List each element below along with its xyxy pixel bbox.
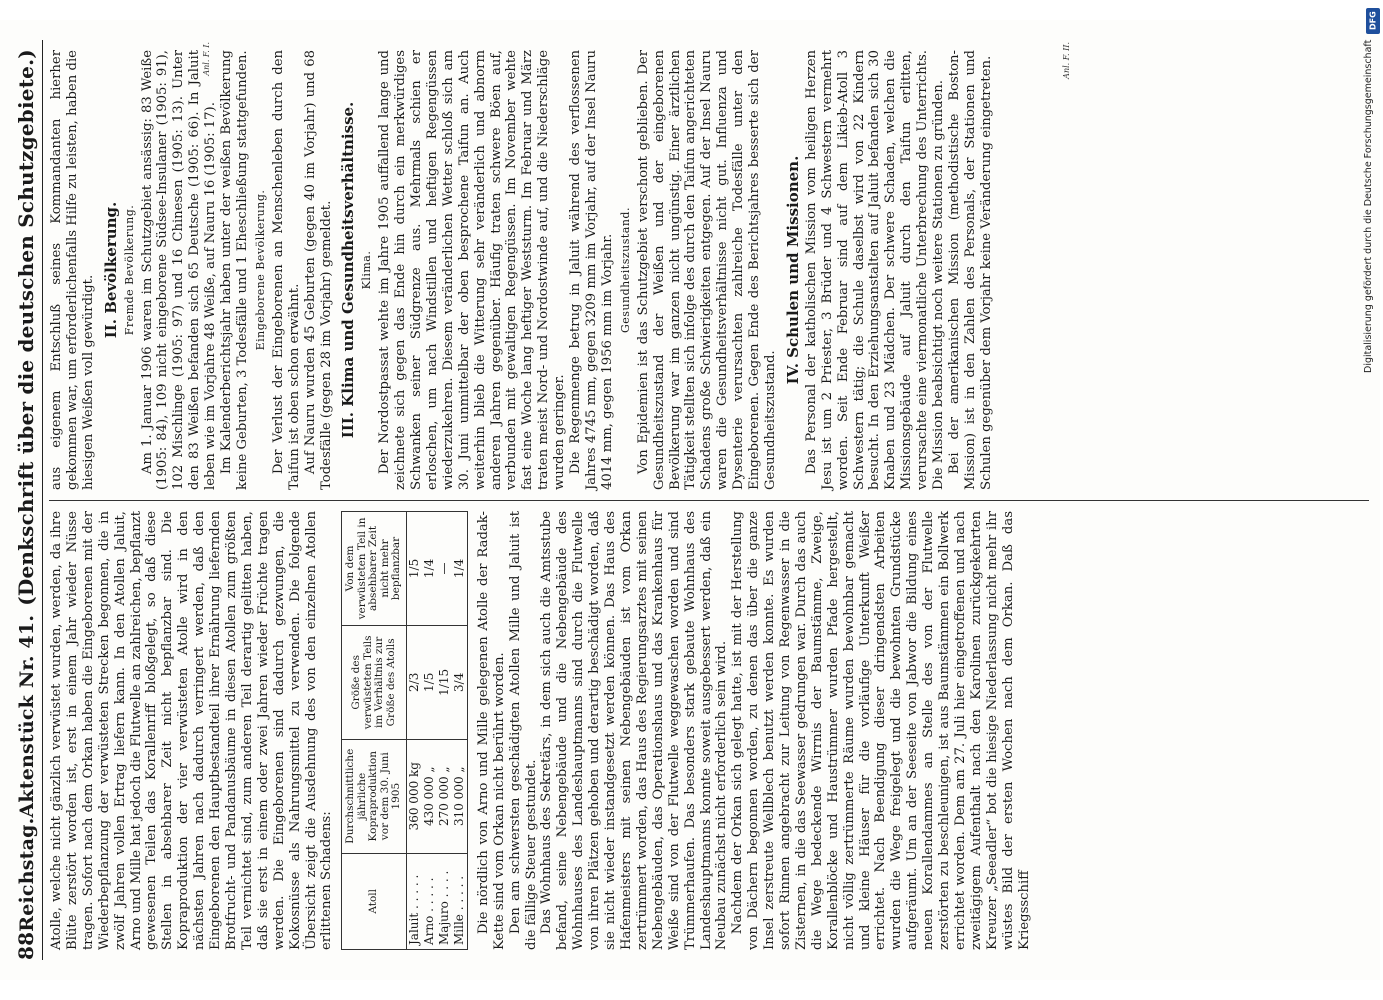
header-reichstag: Reichstag. (16, 817, 38, 932)
paragraph: Der Verlust der Eingeborenen an Menschenleben durch den Taifun ist oben schon erwähnt. (270, 50, 302, 490)
cell-production: 270 000 „ (437, 739, 452, 853)
column-header-production: Durchschnittliche jährliche Kopraproduktion vor dem 30. Juni 1905 (342, 739, 407, 853)
paragraph: Nachdem der Orkan sich gelegt hatte, ist mit der Herstellung von Dächern begonnen worden, zu denen das über die ganze Insel zerstreute Wellblech benutzt werden konnte. Es wurden sofort Rinnen angebracht zur Leitung von Regenwasser in die Zisternen, in die das Seewasser gedrungen war. Durch das auch die Wege bedeckende Wirrnis der Baumstämme, Zweige, Korallenblöcke und Haustrümmer wurden Pfade hergestellt, nicht völlig zertrümmerte Räume wurden bewohnbar gemacht und kleine Häuser für die vorläufige Unterkunft Weißer errichtet. Nach Beendigung dieser dringendsten Arbeiten wurden die Wege freigelegt und die bewohnten Grundstücke aufgeräumt. Um an der Seeseite von Jabwor die Bildung eines neuen Korallendammes an Stelle des von der Flutwelle zerstörten zu beschleunigen, ist aus Baumstämmen ein Bollwerk errichtet worden. Dem am 27. Juli hier eingetroffenen und nach zweitägigem Aufenthalt nach den Karolinen zurückgekehrten Kreuzer „Seeadler“ bot die hiesige Niederlassung nicht mehr ihr wüstes Bild der ersten Wochen nach dem Orkan. Daß das Kriegsschiff (730, 511, 1032, 950)
paragraph: Der Nordostpassat wehte im Jahre 1905 auffallend lange und zeichnete sich gegen das Ende hin durch ein merkwürdiges Schwanken seiner Südgrenze aus. Mehrmals schien er erloschen, um nach Windstillen und heftigen Regengüssen wiederzukehren. Diesem veränderlichen Wetter schloß sich am 30. Juni unmittelbar der oben besprochene Taifun an. Auch weiterhin blieb die Witterung sehr veränderlich und abnorm anderen Jahren gegenüber. Häufig traten schwere Böen auf, verbunden mit gewaltigen Regengüssen. Im November wehte fast eine Woche lang heftiger Weststurm. Im Februar und März traten meist Nord- und Nordostwinde auf, und die Niederschläge wurden geringer. (377, 50, 568, 490)
section-heading: III. Klima und Gesundheitsverhältnisse. (339, 101, 358, 439)
cell-unplantable: 1/5 (406, 512, 422, 626)
column-header-ratio: Größe des verwüsteten Teils im Verhältnis zur Größe des Atolls (342, 625, 407, 739)
cell-atoll: Arno . . . . . (422, 853, 437, 949)
right-column (49, 40, 1369, 500)
subsection-heading: Gesundheitszustand. (618, 207, 632, 333)
paragraph: Atolle, welche nicht gänzlich verwüstet wurden, werden, da ihre Blüte zerstört worden ist, erst in einem Jahr wieder Nüsse tragen. Sofort nach dem Orkan haben die Eingeborenen mit der Wiederbepflanzung der verwüsteten Strecken begonnen, die in zwölf Jahren vollen Ertrag liefern kann. In den Atollen Jaluit, Arno und Mille hat jedoch die Flutwelle an zahlreichen, bepflanzt gewesenen Teilen das Korallenriff bloßgelegt, so daß diese Stellen in absehbarer Zeit nicht bepflanzbar sind. Die Kopraproduktion der vier verwüsteten Atolle wird in den nächsten Jahren nach dadurch verringert werden, daß den Eingeborenen den Hauptbestandteil ihrer Ernährung liefernden Brotfrucht- und Pandanusbäume in diesen Atollen zum größten Teil vernichtet sind, zum anderen Teil derartig gelitten haben, daß sie erst in einem oder zwei Jahren wieder Früchte tragen werden. Die Eingeborenen sind dadurch gezwungen, die Kokosnüsse als Nahrungsmittel zu verwenden. Die folgende Übersicht zeigt die Ausdehnung des von den einzelnen Atollen erlittenen Schadens: (49, 511, 335, 950)
column-header-unplantable: Von dem verwüsteten Teil in absehbarer Zeit nicht mehr bepflanzbar (342, 512, 407, 626)
table-row (437, 512, 452, 950)
paragraph: Den am schwersten geschädigten Atollen Mille und Jaluit ist die fällige Steuer gestundet. (507, 511, 539, 950)
margin-note: Anl. F. II. (1062, 42, 1071, 79)
cell-unplantable: 1/4 (422, 512, 437, 626)
section-heading: IV. Schulen und Missionen. (783, 155, 802, 385)
subsection-heading: Klima. (360, 250, 374, 290)
cell-production: 430 000 „ (422, 739, 437, 853)
paragraph: Das Personal der katholischen Mission vom heiligen Herzen Jesu ist um 2 Priester, 3 Brüder und 4 Schwestern vermehrt worden. Seit Ende Februar sind auf dem Likieb-Atoll 3 Schwestern tätig; die Schule daselbst wird von 22 Kindern besucht. In den Erziehungsanstalten auf Jaluit befanden sich 30 Knaben und 23 Mädchen. Der schwere Schaden, welchen die Missionsgebäude auf Jaluit durch den Taifun erlitten, verursachte eine viermonatliche Unterbrechung des Unterrichts. Die Mission beabsichtigt noch weitere Stationen zu gründen. (803, 50, 947, 490)
page-title: (Denkschrift über die deutschen Schutzgebiete.) (14, 49, 38, 606)
rotated-document-page (0, 20, 1380, 980)
section-heading: II. Bevölkerung. (101, 201, 120, 339)
table-row (406, 512, 422, 950)
paragraph: Das Wohnhaus des Sekretärs, in dem sich auch die Amtsstube befand, seine Nebengebäude und die Nebengebäude des Wohnhauses des Landeshauptmanns sind durch die Flutwelle von ihren Plätzen gehoben und derartig beschädigt worden, daß sie nicht wieder instandgesetzt werden können. Das Haus des Hafenmeisters mit seinen Nebengebäuden ist vom Orkan zertrümmert worden, das Haus des Regierungsarztes mit seinen Nebengebäuden, das Operationshaus und das Krankenhaus für Weiße sind von der Flutwelle weggewaschen worden und sind Trümmerhaufen. Das besonders stark gebaute Wohnhaus des Landeshauptmanns konnte soweit ausgebessert werden, daß ein Neubau zunächst nicht erforderlich sein wird. (539, 511, 730, 950)
cell-unplantable: — (437, 512, 452, 626)
dfg-logo: DFG (1366, 8, 1380, 34)
digitization-credit: Digitalisierung gefördert durch die Deutsche Forschungsgemeinschaft (1363, 40, 1374, 374)
paragraph: Am 1. Januar 1906 waren im Schutzgebiet ansässig: 83 Weiße (1905: 84), 109 nicht eingeborene Südsee-Insulaner (1905: 91), 102 Mischlinge (1905: 97) und 16 Chinesen (1905: 13). Unter den 83 Weißen befanden sich 65 Deutsche (1905: 66). In Jaluit leben wie im Vorjahre 48 Weiße, auf Nauru 16 (1905: 17). (139, 50, 219, 490)
table-header-row (342, 512, 407, 950)
page-header (14, 40, 43, 960)
table-row (452, 512, 468, 950)
cell-unplantable: 1/4 (452, 512, 468, 626)
text-columns (49, 40, 1369, 960)
paragraph: Im Kalenderberichtsjahr haben unter der weißen Bevölkerung keine Geburten, 3 Todesfälle und 1 Eheschließung stattgefunden. (219, 50, 250, 490)
damage-table (341, 511, 468, 950)
paragraph: Auf Nauru wurden 45 Geburten (gegen 40 im Vorjahr) und 68 Todesfälle (gegen 28 im Vorjahr) gemeldet. (302, 50, 334, 490)
paragraph: Bei der amerikanischen Mission (methodistische Boston-Mission) ist in den Zahlen des Personals, der Stationen und Schulen gegenüber dem Vorjahr keine Veränderung eingetreten. (946, 50, 994, 490)
cell-ratio: 3/4 (452, 625, 468, 739)
left-column (49, 500, 1369, 960)
page-number: 88 (14, 931, 38, 960)
cell-atoll: Majuro . . . . (437, 853, 452, 949)
paragraph: aus eigenem Entschluß seines Kommandanten hierher gekommen war, um erforderlichenfalls Hilfe zu leisten, haben die hiesigen Weißen voll gewürdigt. (49, 50, 96, 490)
cell-production: 360 000 kg (406, 739, 422, 853)
document-number: Aktenstück Nr. 41. (16, 614, 38, 818)
cell-atoll: Mille . . . . . (452, 853, 468, 949)
subsection-heading: Fremde Bevölkerung. (122, 204, 136, 336)
table-row (422, 512, 437, 950)
cell-atoll: Jaluit . . . . . (406, 853, 422, 949)
cell-ratio: 1/5 (422, 625, 437, 739)
subsection-heading: Eingeborene Bevölkerung. (253, 189, 267, 351)
column-header-atoll: Atoll (342, 853, 407, 949)
cell-production: 310 000 „ (452, 739, 468, 853)
cell-ratio: 1/15 (437, 625, 452, 739)
paragraph: Die Regenmenge betrug in Jaluit während des verflossenen Jahres 4745 mm, gegen 3209 mm im Vorjahr, auf der Insel Nauru 4014 mm, gegen 1956 mm im Vorjahr. (568, 50, 615, 490)
cell-ratio: 2/3 (406, 625, 422, 739)
paragraph: Die nördlich von Arno und Mille gelegenen Atolle der Radak-Kette sind vom Orkan nicht berührt worden. (475, 511, 507, 950)
paragraph: Von Epidemien ist das Schutzgebiet verschont geblieben. Der Gesundheitszustand der Weißen und der eingeborenen Bevölkerung war im ganzen nicht ungünstig. Einer ärztlichen Tätigkeit stellten sich infolge des durch den Taifun angerichteten Schadens große Schwierigkeiten entgegen. Auf der Insel Nauru waren die Gesundheitsverhältnisse nicht gut. Influenza und Dysenterie verursachten zahlreiche Todesfälle unter den Eingeborenen. Gegen Ende des Berichtsjahres besserte sich der Gesundheitszustand. (635, 50, 778, 490)
margin-note: Anl. F. I. (202, 42, 211, 76)
